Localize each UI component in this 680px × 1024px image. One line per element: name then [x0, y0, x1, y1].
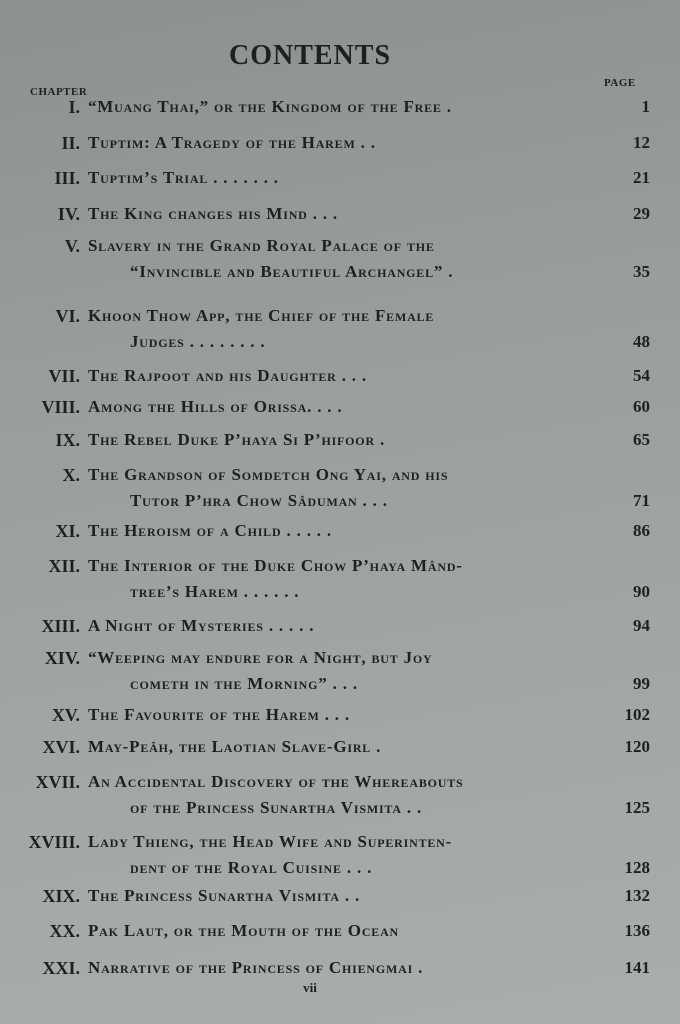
chapter-title: An Accidental Discovery of the Whereabouts — [88, 772, 464, 791]
chapter-title: of the Princess Sunartha Vismita . . — [130, 798, 422, 817]
chapter-title: Pak Laut, or the Mouth of the Ocean — [88, 921, 400, 940]
chapter-title: The Favourite of the Harem . . . — [88, 705, 350, 724]
page-number: 128 — [624, 858, 650, 877]
chapter-title: The Rebel Duke P’haya Si P’hifoor . — [88, 430, 386, 449]
chapter-column-header: CHAPTER — [30, 86, 88, 98]
page-number: 65 — [633, 430, 650, 449]
chapter-title: “Invincible and Beautiful Archangel” . — [130, 262, 454, 281]
page-number: 120 — [624, 737, 650, 756]
page-number: 35 — [633, 262, 650, 281]
chapter-title: “Muang Thai,” or the Kingdom of the Free . — [88, 97, 452, 116]
chapter-title: The Princess Sunartha Vismita . . — [88, 886, 361, 905]
chapter-title: The Grandson of Somdetch Ong Yai, and his — [88, 465, 449, 484]
chapter-number: XI. — [55, 521, 80, 541]
page-number: 60 — [633, 397, 650, 416]
page-number: 86 — [633, 521, 650, 540]
chapter-number: XVI. — [42, 737, 80, 757]
chapter-title: dent of the Royal Cuisine . . . — [130, 858, 373, 877]
chapter-title: Judges . . . . . . . . — [130, 332, 266, 351]
page-number: 125 — [624, 798, 650, 817]
chapter-number: II. — [61, 133, 80, 153]
chapter-number: XV. — [51, 705, 80, 725]
chapter-title: Narrative of the Princess of Chiengmai . — [88, 958, 424, 977]
chapter-number: IV. — [57, 204, 80, 224]
chapter-title: Tuptim: A Tragedy of the Harem . . — [88, 133, 376, 152]
page-number: 99 — [633, 674, 650, 693]
chapter-number: XIV. — [44, 648, 80, 668]
chapter-number: VIII. — [41, 397, 80, 417]
chapter-number: III. — [54, 168, 80, 188]
page-number: 21 — [633, 168, 650, 187]
chapter-number: X. — [62, 465, 80, 485]
page-number: 90 — [633, 582, 650, 601]
chapter-number: XVII. — [35, 772, 80, 792]
chapter-number: XX. — [49, 921, 80, 941]
chapter-title: May-Peâh, the Laotian Slave-Girl . — [88, 737, 382, 756]
chapter-number: XXI. — [42, 958, 80, 978]
chapter-number: IX. — [55, 430, 80, 450]
chapter-title: Khoon Thow App, the Chief of the Female — [88, 306, 435, 325]
chapter-number: XIII. — [41, 616, 80, 636]
chapter-title: A Night of Mysteries . . . . . — [88, 616, 315, 635]
page-number: 29 — [633, 204, 650, 223]
page-number-footer: vii — [303, 980, 317, 995]
page-number: 141 — [624, 958, 650, 977]
chapter-number: VI. — [55, 306, 80, 326]
chapter-title: Lady Thieng, the Head Wife and Superinten- — [88, 832, 453, 851]
chapter-title: The Heroism of a Child . . . . . — [88, 521, 332, 540]
page-number: 71 — [633, 491, 650, 510]
chapter-number: XIX. — [42, 886, 80, 906]
page-title: CONTENTS — [228, 40, 392, 71]
chapter-number: XVIII. — [28, 832, 80, 852]
chapter-title: Among the Hills of Orissa. . . . — [88, 397, 343, 416]
chapter-title: The Rajpoot and his Daughter . . . — [88, 366, 367, 385]
chapter-number: VII. — [48, 366, 80, 386]
page-number: 102 — [624, 705, 650, 724]
page-number: 48 — [633, 332, 650, 351]
chapter-title: Slavery in the Grand Royal Palace of the — [88, 236, 435, 255]
page-number: 132 — [624, 886, 650, 905]
chapter-number: XII. — [48, 556, 80, 576]
chapter-title: “Weeping may endure for a Night, but Joy — [88, 648, 433, 667]
chapter-title: The King changes his Mind . . . — [88, 204, 338, 223]
page-number: 54 — [633, 366, 650, 385]
chapter-number: I. — [68, 97, 80, 117]
chapter-title: tree’s Harem . . . . . . — [130, 582, 300, 601]
chapter-title: Tutor P’hra Chow Sâduman . . . — [130, 491, 388, 510]
page-number: 12 — [633, 133, 650, 152]
page-number: 136 — [624, 921, 650, 940]
chapter-title: cometh in the Morning” . . . — [130, 674, 358, 693]
page-number: 1 — [641, 97, 650, 116]
chapter-title: The Interior of the Duke Chow P’haya Mând- — [88, 556, 463, 575]
page-number: 94 — [633, 616, 650, 635]
page-column-header: PAGE — [604, 77, 636, 89]
chapter-title: Tuptim’s Trial . . . . . . . — [88, 168, 279, 187]
chapter-number: V. — [64, 236, 80, 256]
